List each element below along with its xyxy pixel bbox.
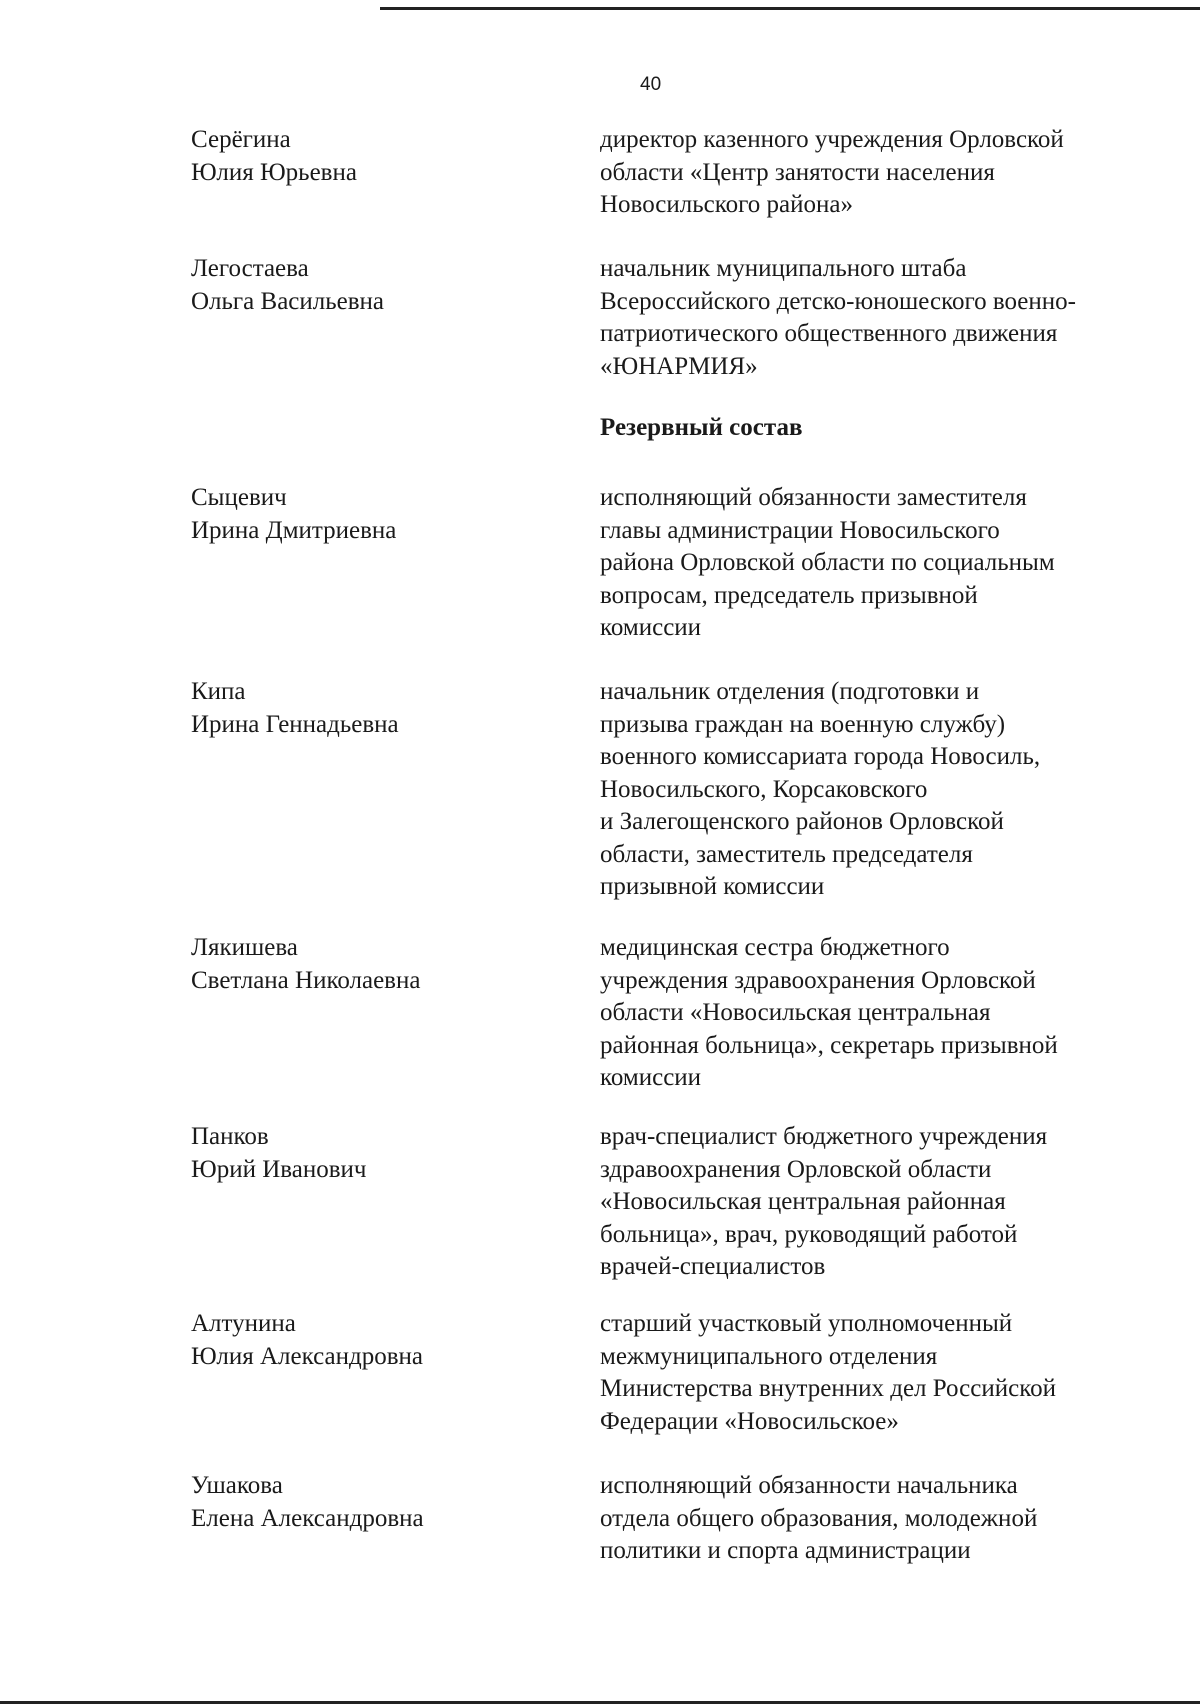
member-position: [600, 1308, 1160, 1438]
position-line: врачей-специалистов: [600, 1253, 826, 1280]
position-line: области, заместитель председателя: [600, 840, 973, 868]
surname: Легостаева: [191, 255, 309, 282]
member-position: [600, 482, 1160, 645]
position-line: призывной комиссии: [600, 873, 825, 900]
position-line: области «Новосильская центральная: [600, 999, 991, 1026]
member-position: [600, 1470, 1160, 1568]
surname: Лякишева: [191, 934, 298, 961]
bottom-rule: [0, 1701, 1200, 1704]
position-line: межмуниципального отделения: [600, 1342, 938, 1370]
position-line: и Залегощенского районов Орловской: [600, 808, 1004, 835]
position-line: директор казенного учреждения Орловской: [600, 126, 1064, 153]
given-names: Ольга Васильевна: [191, 287, 385, 315]
position-line: Федерации «Новосильское»: [600, 1407, 899, 1435]
given-names: Елена Александровна: [191, 1504, 424, 1532]
position-line: начальник отделения (подготовки и: [600, 678, 980, 705]
position-line: исполняющий обязанности начальника: [600, 1472, 1018, 1499]
position-line: здравоохранения Орловской области: [600, 1155, 992, 1183]
position-line: области «Центр занятости населения: [600, 158, 995, 186]
given-names: Юрий Иванович: [191, 1155, 367, 1183]
position-line: района Орловской области по социальным: [600, 549, 1055, 576]
surname: Алтунина: [191, 1310, 296, 1337]
member-name: [191, 124, 581, 189]
given-names: Юлия Юрьевна: [191, 158, 357, 186]
position-line: учреждения здравоохранения Орловской: [600, 966, 1036, 994]
surname: Сыцевич: [191, 484, 287, 511]
member-name: [191, 1308, 581, 1373]
position-line: патриотического общественного движения: [600, 320, 1058, 347]
given-names: Ирина Геннадьевна: [191, 710, 399, 738]
member-name: [191, 1470, 581, 1535]
reserve-section-heading: Резервный состав: [600, 414, 803, 441]
position-line: врач-специалист бюджетного учреждения: [600, 1123, 1048, 1150]
given-names: Ирина Дмитриевна: [191, 516, 397, 544]
position-line: Всероссийского детско-юношеского военно-: [600, 287, 1076, 315]
member-name: [191, 932, 581, 997]
position-line: начальник муниципального штаба: [600, 255, 967, 282]
member-position: [600, 1121, 1160, 1284]
position-line: комиссии: [600, 614, 702, 641]
position-line: районная больница», секретарь призывной: [600, 1031, 1058, 1059]
position-line: отдела общего образования, молодежной: [600, 1504, 1038, 1532]
position-line: главы администрации Новосильского: [600, 516, 1000, 544]
member-position: [600, 932, 1160, 1095]
member-position: [600, 676, 1160, 904]
position-line: медицинская сестра бюджетного: [600, 934, 950, 961]
position-line: призыва граждан на военную службу): [600, 710, 1006, 738]
surname: Ушакова: [191, 1472, 283, 1499]
member-name: [191, 253, 581, 318]
member-name: [191, 482, 581, 547]
position-line: «ЮНАРМИЯ»: [600, 352, 758, 380]
position-line: военного комиссариата города Новосиль,: [600, 743, 1041, 770]
top-rule: [380, 7, 1200, 10]
surname: Кипа: [191, 678, 246, 705]
member-position: [600, 253, 1160, 383]
position-line: вопросам, председатель призывной: [600, 581, 978, 609]
page-number: 40: [640, 74, 662, 95]
member-name: [191, 1121, 581, 1186]
surname: Серёгина: [191, 126, 291, 153]
position-line: старший участковый уполномоченный: [600, 1310, 1013, 1337]
position-line: политики и спорта администрации: [600, 1537, 971, 1564]
position-line: Новосильского, Корсаковского: [600, 775, 928, 803]
member-name: [191, 676, 581, 741]
position-line: исполняющий обязанности заместителя: [600, 484, 1027, 511]
position-line: «Новосильская центральная районная: [600, 1188, 1006, 1215]
position-line: Новосильского района»: [600, 191, 853, 218]
member-position: [600, 124, 1160, 222]
given-names: Светлана Николаевна: [191, 966, 421, 994]
position-line: Министерства внутренних дел Российской: [600, 1375, 1056, 1402]
surname: Панков: [191, 1123, 269, 1150]
position-line: комиссии: [600, 1064, 702, 1091]
given-names: Юлия Александровна: [191, 1342, 423, 1370]
position-line: больница», врач, руководящий работой: [600, 1220, 1018, 1248]
